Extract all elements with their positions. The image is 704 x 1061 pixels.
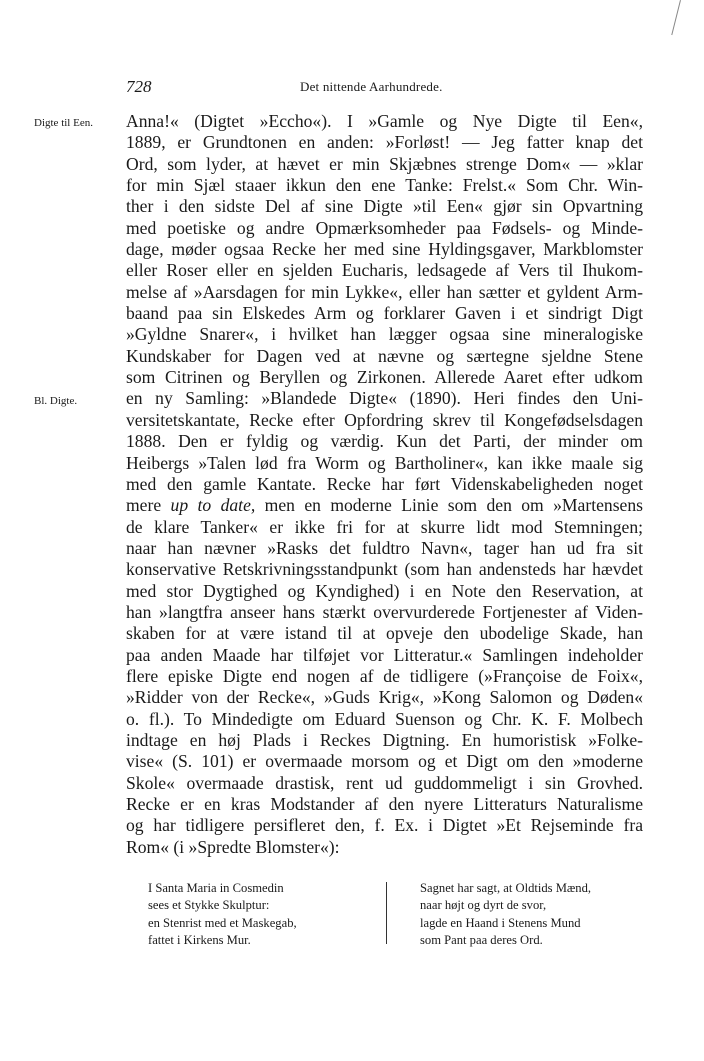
- body-line: Skole« overmaade drastisk, rent ud guddommeligt i sin Grovhed.: [126, 772, 643, 793]
- body-line: Ord, som lyder, at hævet er min Skjæbnes strenge Dom« — »klar: [126, 153, 643, 174]
- body-line: Anna!« (Digtet »Eccho«). I »Gamle og Nye Digte til Een«,: [126, 111, 643, 131]
- poem-line: som Pant paa deres Ord.: [420, 932, 543, 947]
- body-line: som Citrinen og Beryllen og Zirkonen. Allerede Aaret efter udkom: [126, 367, 643, 388]
- body-line: de klare Tanker« er ikke fri for at skurre lidt mod Stemningen;: [126, 516, 643, 537]
- body-line: med den gamle Kantate. Recke har ført Videnskabeligheden noget: [126, 473, 643, 494]
- body-line: Heibergs »Talen lød fra Worm og Bartholiner«, kan ikke maale sig: [126, 452, 643, 473]
- body-line: 1888. Den er fyldig og værdig. Kun det Parti, der minder om: [126, 431, 643, 452]
- body-line: skaben for at være istand til at opveje den ubodelige Skade, han: [126, 623, 643, 644]
- margin-note-bl-digte: Bl. Digte.: [34, 395, 78, 407]
- poem-divider: [386, 882, 387, 944]
- poem-line: fattet i Kirkens Mur.: [148, 932, 251, 947]
- body-line: »Ridder von der Recke«, »Guds Krig«, »Kong Salomon og Døden«: [126, 687, 643, 708]
- body-line: med poetiske og andre Opmærksomheder paa Fødsels- og Minde-: [126, 217, 643, 238]
- body-line: paa anden Maade har tilføjet vor Litteratur.« Samlingen indeholder: [126, 644, 643, 665]
- poem-left-stanza: [148, 880, 297, 949]
- poem-right-stanza: [420, 880, 591, 949]
- body-line: Kundskaber for Dagen ved at nævne og særtegne sjeldne Stene: [126, 345, 643, 366]
- body-line: flere episke Digte end nogen af de tidligere (»Françoise de Foix«,: [126, 665, 643, 686]
- running-head: Det nittende Aarhundrede.: [300, 79, 443, 94]
- body-line: naar han nævner »Rasks det fuldtro Navn«, tager han ud fra sit: [126, 537, 643, 558]
- margin-note-digte-til-een: Digte til Een.: [34, 117, 93, 129]
- body-line: ther i den sidste Del af sine Digte »til Een« gjør sin Opvartning: [126, 196, 643, 217]
- poem-line: en Stenrist med et Maskegab,: [148, 915, 297, 930]
- body-line: o. fl.). To Mindedigte om Eduard Suenson og Chr. K. F. Molbech: [126, 708, 643, 729]
- body-line: Recke er en kras Modstander af den nyere Litteraturs Naturalisme: [126, 794, 643, 814]
- body-line: baand paa sin Elskedes Arm og forklarer Gaven i et sindrigt Digt: [126, 303, 643, 324]
- body-line: melse af »Aarsdagen for min Lykke«, eller han sætter et gyldent Arm-: [126, 281, 643, 302]
- body-line: Rom« (i »Spredte Blomster«):: [126, 836, 340, 857]
- poem-line: I Santa Maria in Cosmedin: [148, 881, 284, 895]
- body-line: konservative Retskrivningsstandpunkt (som han andensteds har hævdet: [126, 559, 643, 580]
- body-line: han »langtfra anseer hans stærkt overvurderede Fortjenester af Viden-: [126, 601, 643, 622]
- poem-line: sees et Stykke Skulptur:: [148, 898, 270, 913]
- body-line: eller Roser eller en sjelden Eucharis, ledsagede af Vers til Ihukom-: [126, 260, 643, 281]
- page-number: 728: [126, 77, 152, 96]
- body-line: mere up to date, men en moderne Linie som den om »Martensens: [126, 495, 644, 516]
- body-line: vise« (S. 101) er overmaade morsom og et Digt om den »moderne: [126, 751, 643, 772]
- poem-line: naar højt og dyrt de svor,: [420, 898, 547, 913]
- poem-line: Sagnet har sagt, at Oldtids Mænd,: [420, 881, 592, 895]
- body-text: [126, 111, 643, 858]
- body-line: dage, møder ogsaa Recke her med sine Hyldingsgaver, Markblomster: [126, 239, 643, 260]
- body-line: for min Sjæl staaer ikkun den ene Tanke: Frelst.« Som Chr. Win-: [126, 175, 643, 196]
- body-line: versitetskantate, Recke efter Opfordring skrev til Kongefødselsdagen: [126, 409, 643, 430]
- body-line: indtage en høj Plads i Reckes Digtning. En humoristisk »Folke-: [126, 729, 643, 750]
- page-edge-mark: [671, 0, 681, 35]
- body-line: en ny Samling: »Blandede Digte« (1890). Heri findes den Uni-: [126, 388, 643, 409]
- italic-phrase: up to date,: [170, 495, 256, 516]
- body-line: »Gyldne Snarer«, i hvilket han lægger ogsaa sine mineralogiske: [126, 324, 643, 345]
- body-line: 1889, er Grundtonen en anden: »Forløst! — Jeg fatter knap det: [126, 132, 643, 153]
- body-line: og har tidligere persifleret den, f. Ex. i Digtet »Et Rejseminde fra: [126, 815, 643, 836]
- body-line: med stor Dygtighed og Kyndighed) i en Note den Reservation, at: [126, 580, 643, 601]
- poem-line: lagde en Haand i Stenens Mund: [420, 915, 581, 930]
